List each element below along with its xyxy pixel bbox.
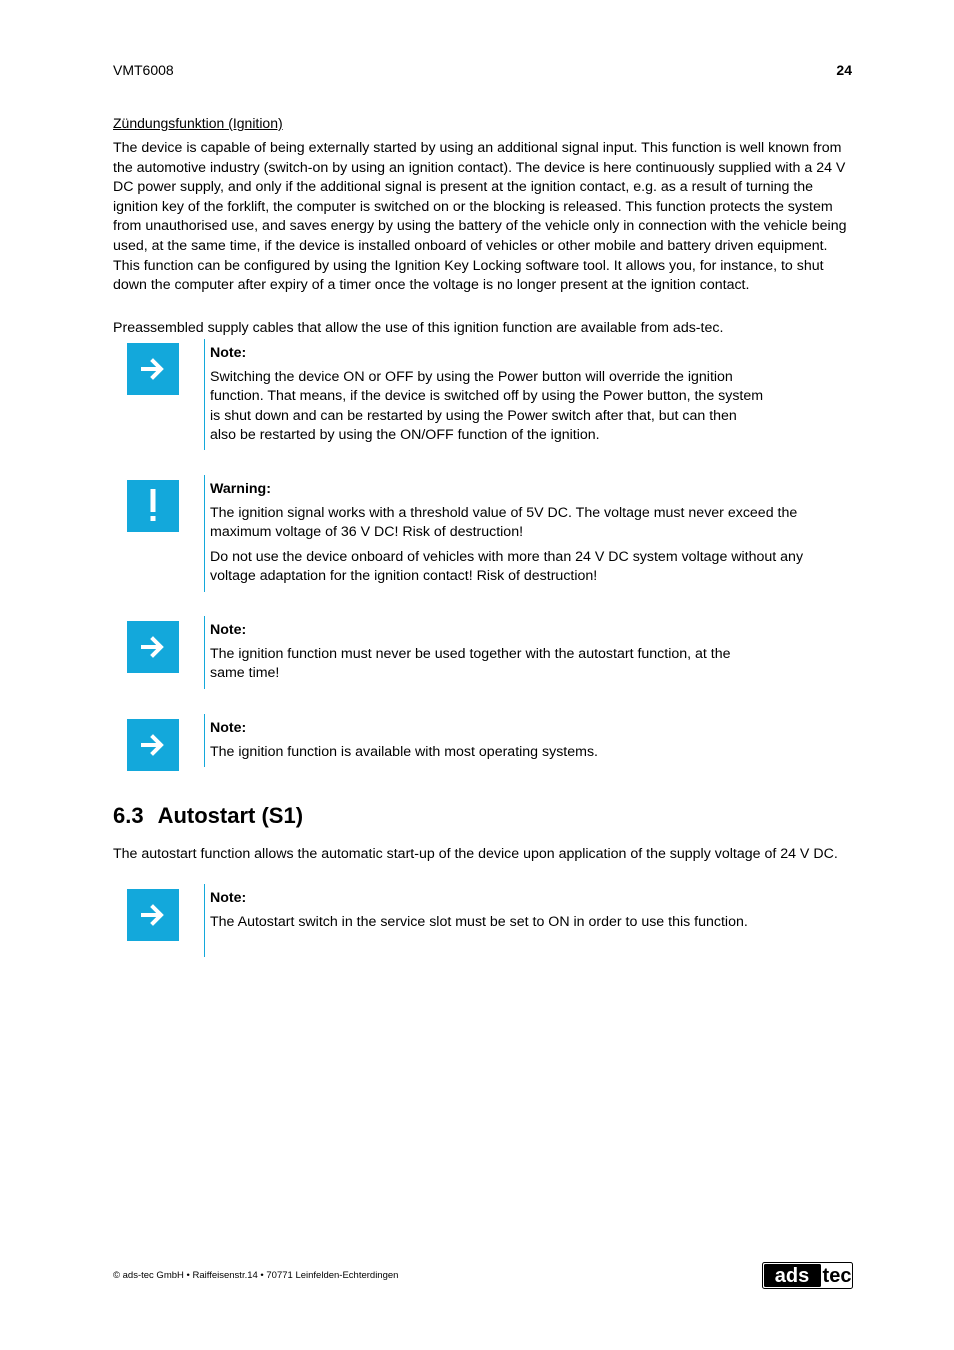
note-autostart-switch <box>204 884 750 957</box>
section-title: Autostart (S1) <box>157 803 304 828</box>
note-autostart-conflict <box>204 616 750 689</box>
note-text: The ignition function must never be used together with the autostart function, at the same time! <box>210 645 731 682</box>
logo-text-left: ads <box>774 1265 810 1287</box>
page-number: 24 <box>836 62 852 78</box>
logo-text-right: tec <box>822 1265 852 1287</box>
note-title: Note: <box>210 890 247 906</box>
section-number: 6.3 <box>113 803 144 828</box>
ads-tec-logo <box>762 1262 853 1289</box>
subheading-ignition: Zündungsfunktion (Ignition) <box>113 115 283 131</box>
note-title: Note: <box>210 345 247 361</box>
note-text: The Autostart switch in the service slot must be set to ON in order to use this function. <box>210 913 748 930</box>
note-title: Note: <box>210 720 247 736</box>
note-text: The ignition function is available with most operating systems. <box>210 743 598 760</box>
warning-text-vehicles: Do not use the device onboard of vehicles with more than 24 V DC system voltage without any voltage adaptation for the ignition contact! Risk of destruction! <box>210 548 804 585</box>
note-power-button <box>204 339 765 450</box>
warning-title: Warning: <box>210 481 271 497</box>
supply-cables-paragraph: Preassembled supply cables that allow the use of this ignition function are available from ads-tec. <box>113 320 724 336</box>
footer-company-address: © ads-tec GmbH • Raiffeisenstr.14 • 70771 Leinfelden-Echterdingen <box>113 1270 399 1281</box>
arrow-right-icon <box>127 343 179 395</box>
exclamation-icon <box>127 480 179 532</box>
arrow-right-icon <box>127 719 179 771</box>
section-heading-autostart <box>113 803 303 829</box>
warning-text-threshold: The ignition signal works with a threshold value of 5V DC. The voltage must never exceed the maximum voltage of 36 V DC! Risk of destruction! <box>210 504 798 541</box>
ignition-paragraph: The device is capable of being externally started by using an additional signal input. This function is well known from the automotive industry (switch-on by using an ignition contact). The device is here continuously supplied with a 24 V DC power supply, and only if the additional signal is present at the ignition contact, e.g. as a result of turning the ignition key of the forklift, the computer is switched on or the blocking is released. This function protects the system from unauthorised use, and saves energy by using the battery of the vehicle only in connection with the vehicle being used, at the same time, if the device is installed onboard of vehicles or other mobile and battery driven equipment. This function can be configured by using the Ignition Key Locking software tool. It allows you, for instance, to shut down the computer after expiry of a timer once the voltage is no longer present at the ignition contact. <box>113 140 847 294</box>
document-name: VMT6008 <box>113 62 174 78</box>
note-operating-systems <box>204 714 750 767</box>
arrow-right-icon <box>127 621 179 673</box>
autostart-paragraph: The autostart function allows the automatic start-up of the device upon application of the supply voltage of 24 V DC. <box>113 846 838 862</box>
warning-ignition-voltage <box>204 475 810 592</box>
arrow-right-icon <box>127 889 179 941</box>
note-text: Switching the device ON or OFF by using the Power button will override the ignition function. That means, if the device is switched off by using the Power button, the system is shut down and can be restarted by using the Power switch after that, but can then also be restarted by using the ON/OFF function of the ignition. <box>210 368 764 444</box>
note-title: Note: <box>210 622 247 638</box>
